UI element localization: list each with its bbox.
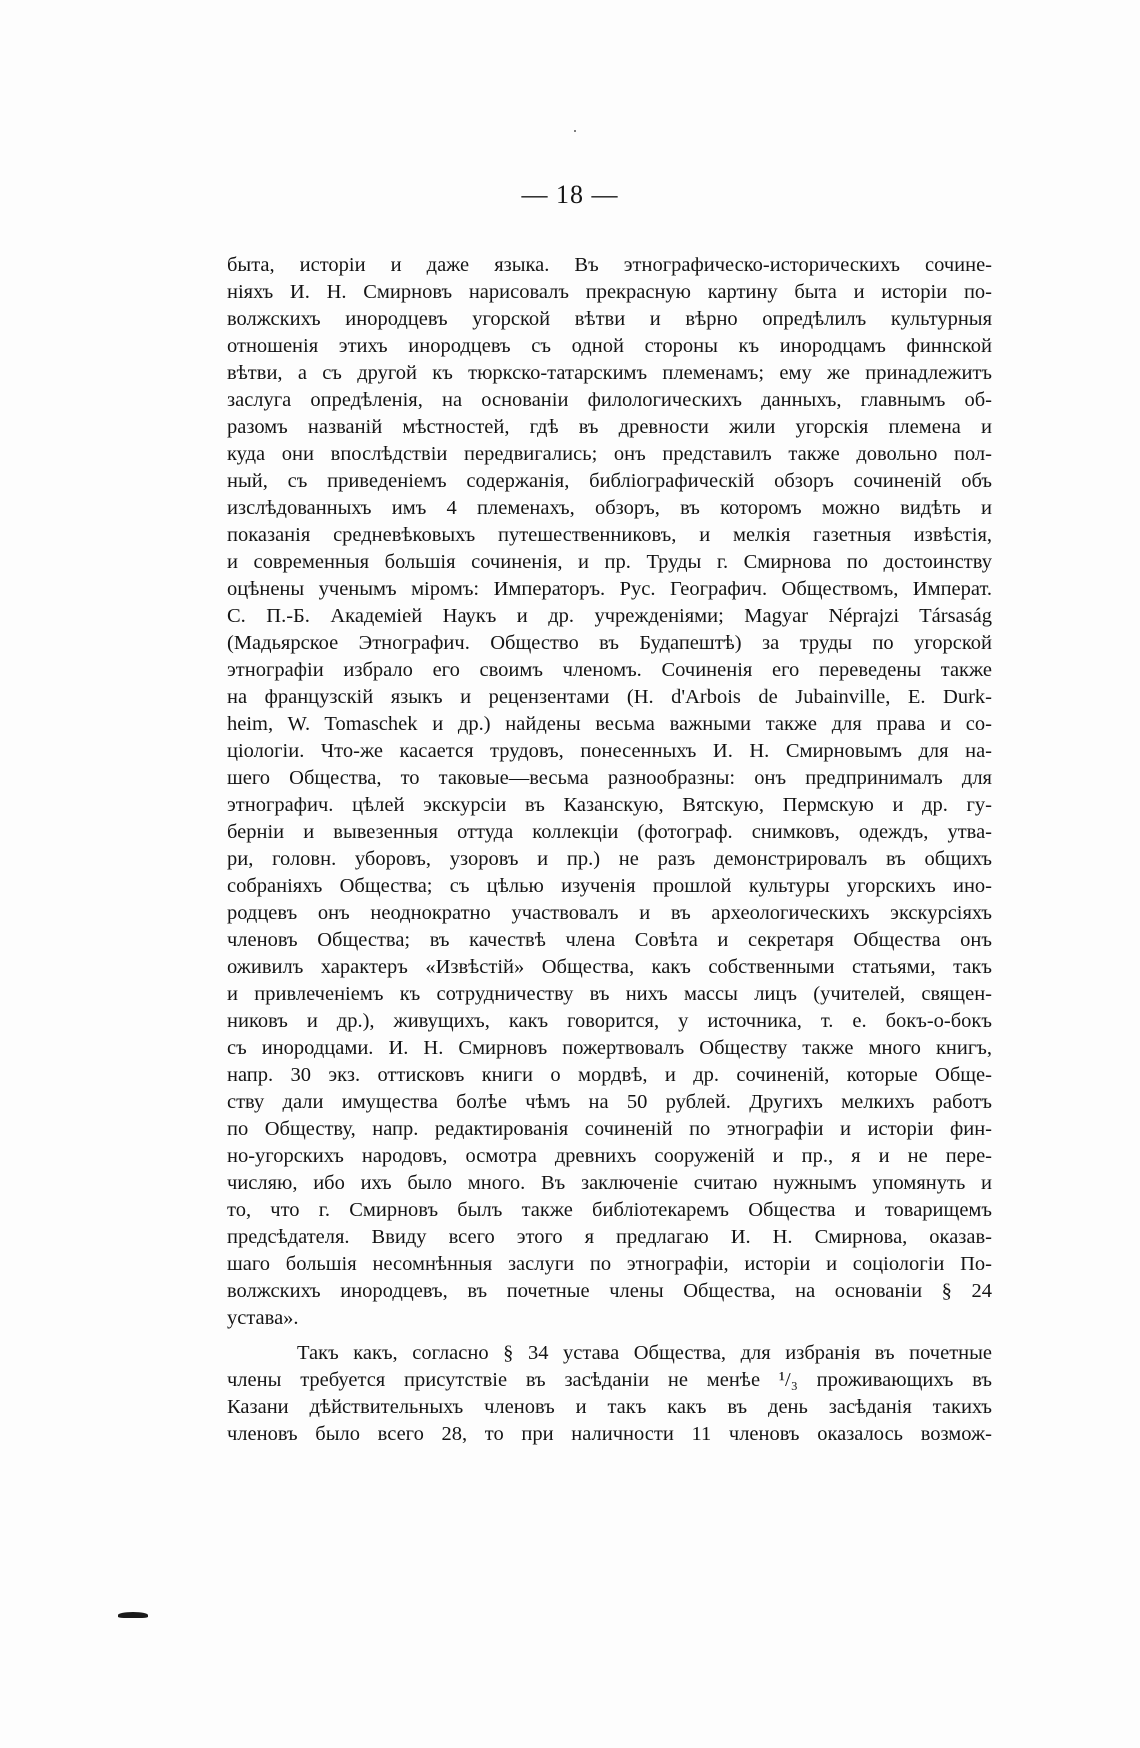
text-line: собраніяхъ Общества; съ цѣлью изученія прошлой культуры угорскихъ ино- <box>227 875 992 897</box>
text-line: заслуга опредѣленія, на основаніи филологическихъ данныхъ, главнымъ об- <box>227 389 992 411</box>
text-line: но-угорскихъ народовъ, осмотра древнихъ сооруженій и пр., я и не пере- <box>227 1145 992 1167</box>
body-text <box>227 252 992 1448</box>
text-line: разомъ названій мѣстностей, гдѣ въ древности жили угорскія племена и <box>227 416 992 438</box>
scan-ink-mark <box>118 1612 148 1618</box>
text-line: никовъ и др.), живущихъ, какъ говорится, у источника, т. е. бокъ-о-бокъ <box>227 1010 992 1032</box>
text-line: шаго большія несомнѣнныя заслуги по этнографіи, исторіи и соціологіи По- <box>227 1253 992 1275</box>
text-line: С. П.-Б. Академіей Наукъ и др. учрежденіями; Magyar Néprajzi Társaság <box>227 605 992 627</box>
text-line: ри, головн. уборовъ, узоровъ и пр.) не разъ демонстрировалъ въ общихъ <box>227 848 992 870</box>
text-line: этнографич. цѣлей экскурсіи въ Казанскую, Вятскую, Пермскую и др. гу- <box>227 794 992 816</box>
text-line: heim, W. Tomaschek и др.) найдены весьма важными также для права и со- <box>227 713 992 735</box>
text-line: (Мадьярское Этнографич. Общество въ Будапештѣ) за труды по угорской <box>227 632 992 654</box>
text-line: устава». <box>227 1307 299 1329</box>
text-line: то, что г. Смирновъ былъ также библіотекаремъ Общества и товарищемъ <box>227 1199 992 1221</box>
text-line: шего Общества, то таковые—весьма разнообразны: онъ предпринималъ для <box>227 767 992 789</box>
text-line: берніи и вывезенныя оттуда коллекціи (фотограф. снимковъ, одеждъ, утва- <box>227 821 992 843</box>
text-line: этнографіи избрало его своимъ членомъ. Сочиненія его переведены также <box>227 659 992 681</box>
text-line: съ инородцами. И. Н. Смирновъ пожертвовалъ Обществу также много книгъ, <box>227 1037 992 1059</box>
scan-speck <box>574 130 576 132</box>
text-line: ніяхъ И. Н. Смирновъ нарисовалъ прекрасную картину быта и исторіи по- <box>227 281 992 303</box>
text-line: напр. 30 экз. оттисковъ книги о мордвѣ, и др. сочиненій, которые Обще- <box>227 1064 992 1086</box>
text-line: показанія средневѣковыхъ путешественниковъ, и мелкія газетныя извѣстія, <box>227 524 992 546</box>
text-line: на французскій языкъ и рецензентами (H. d'Arbois de Jubainville, E. Durk- <box>227 686 992 708</box>
text-line: волжскихъ инородцевъ, въ почетные члены Общества, на основаніи § 24 <box>227 1280 992 1302</box>
text-line: Такъ какъ, согласно § 34 устава Общества, для избранія въ почетные <box>297 1342 992 1364</box>
text-line: куда они впослѣдствіи передвигались; онъ представилъ также довольно пол- <box>227 443 992 465</box>
text-line: изслѣдованныхъ имъ 4 племенахъ, обзоръ, въ которомъ можно видѣть и <box>227 497 992 519</box>
text-line: Казани дѣйствительныхъ членовъ и такъ какъ въ день засѣданія такихъ <box>227 1396 992 1418</box>
text-line: быта, исторіи и даже языка. Въ этнографическо-историческихъ сочине- <box>227 254 992 276</box>
text-line: числяю, ибо ихъ было много. Въ заключеніе считаю нужнымъ упомянуть и <box>227 1172 992 1194</box>
paragraph-2 <box>227 1340 992 1448</box>
text-line: и современныя большія сочиненія, и пр. Труды г. Смирнова по достоинству <box>227 551 992 573</box>
text-line: по Обществу, напр. редактированія сочиненій по этнографіи и исторіи фин- <box>227 1118 992 1140</box>
text-line: члены требуется присутствіе въ засѣданіи не менѣе ¹/₃ проживающихъ въ <box>227 1369 992 1391</box>
text-line: отношенія этихъ инородцевъ съ одной стороны къ инородцамъ финнской <box>227 335 992 357</box>
text-line: вѣтви, а съ другой къ тюркско-татарскимъ племенамъ; ему же принадлежитъ <box>227 362 992 384</box>
text-line: родцевъ онъ неоднократно участвовалъ и въ археологическихъ экскурсіяхъ <box>227 902 992 924</box>
text-line: членовъ Общества; въ качествѣ члена Совѣта и секретаря Общества онъ <box>227 929 992 951</box>
text-line: оцѣнены ученымъ міромъ: Императоръ. Рус. Географич. Обществомъ, Императ. <box>227 578 992 600</box>
text-line: ный, съ приведеніемъ содержанія, библіографическій обзоръ сочиненій объ <box>227 470 992 492</box>
text-line: оживилъ характеръ «Извѣстій» Общества, какъ собственными статьями, такъ <box>227 956 992 978</box>
text-line: членовъ было всего 28, то при наличности 11 членовъ оказалось возмож- <box>227 1423 992 1445</box>
paragraph-1 <box>227 252 992 1332</box>
text-line: и привлеченіемъ къ сотрудничеству въ нихъ массы лицъ (учителей, священ- <box>227 983 992 1005</box>
page-number: — 18 — <box>521 180 619 209</box>
text-line: волжскихъ инородцевъ угорской вѣтви и вѣрно опредѣлилъ культурныя <box>227 308 992 330</box>
text-line: ціологіи. Что-же касается трудовъ, понесенныхъ И. Н. Смирновымъ для на- <box>227 740 992 762</box>
text-line: предсѣдателя. Ввиду всего этого я предлагаю И. Н. Смирнова, оказав- <box>227 1226 992 1248</box>
text-line: ству дали имущества болѣе чѣмъ на 50 рублей. Другихъ мелкихъ работъ <box>227 1091 992 1113</box>
